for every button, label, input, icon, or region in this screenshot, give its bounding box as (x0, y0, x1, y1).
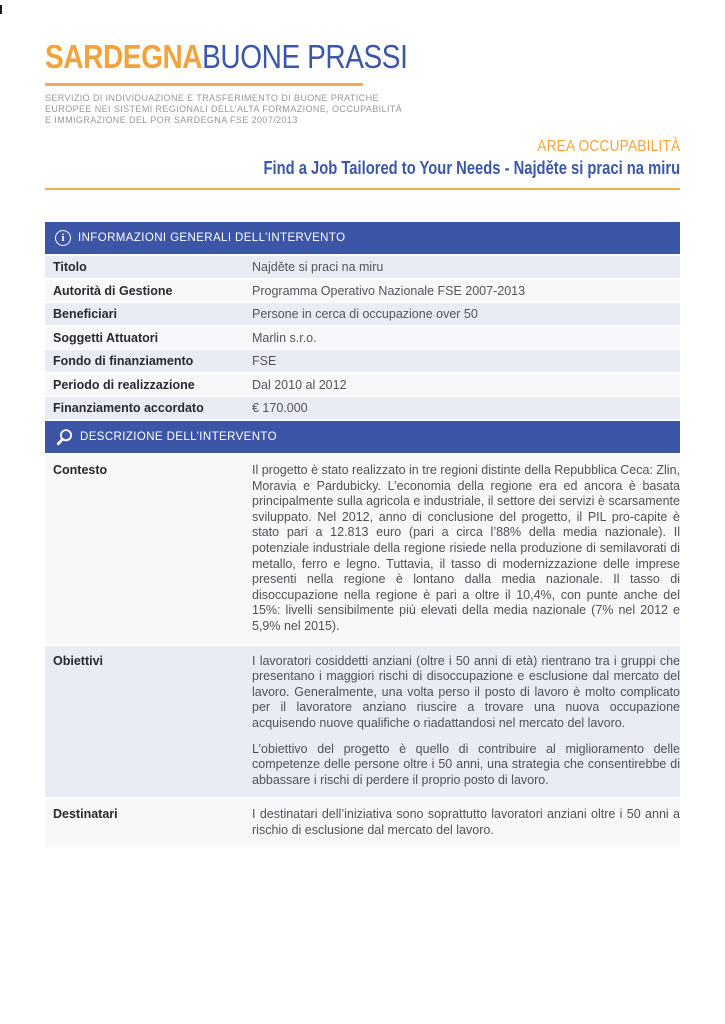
paragraph: L’obiettivo del progetto è quello di contribuire al miglioramento delle competenze delle persone oltre i 50 anni, una strategia che consentirebbe di abbassare i rischi di perdere il proprio posto di lavoro. (252, 741, 680, 787)
block-paragraphs (252, 654, 680, 789)
block-paragraphs (252, 463, 680, 635)
block-paragraphs (252, 807, 680, 838)
row-label: Periodo di realizzazione (53, 377, 195, 392)
block-label: Contesto (53, 463, 108, 477)
info-icon: i (55, 230, 71, 246)
paragraph: I destinatari dell’iniziativa sono soprattutto lavoratori anziani oltre i 50 anni a rischio di esclusione dal mercato del lavoro. (252, 807, 680, 837)
table-row (45, 280, 680, 302)
section-heading: INFORMAZIONI GENERALI DELL’INTERVENTO (78, 232, 346, 244)
page-title: Find a Job Tailored to Your Needs - Najděte si praci na miru (263, 158, 680, 178)
row-value: Najděte si praci na miru (252, 260, 384, 274)
table-row (45, 350, 680, 372)
section-header-descrizione (45, 421, 680, 453)
info-table (45, 256, 680, 419)
row-label: Beneficiari (53, 307, 117, 321)
paragraph: Il progetto è stato realizzato in tre regioni distinte della Repubblica Ceca: Zlin, Moravia e Pardubicky. L’economia della regione era ed ancora è basata principalmente sulla agricola e industriale, il settore dei servizi è scarsamente sviluppato. Nel 2012, anno di conclusione del progetto, il PIL pro-capite è stato pari a 12.813 euro (pari a circa l’88% della media nazionale). Il potenziale industriale della regione risiede nella produzione di semilavorati di metallo, ferro e legno. Tuttavia, il tasso di modernizzazione delle imprese presenti nella regione è lontano dalla media nazionale. Il tasso di disoccupazione nella regione è pari a oltre il 10,4%, con punte anche del 15%: livelli sensibilmente più elevati della media nazionale (7% nel 2012 e 5,9% nel 2015). (252, 463, 681, 633)
row-label: Finanziamento accordato (53, 401, 204, 415)
description-block-contesto (45, 455, 680, 644)
paragraph: I lavoratori cosiddetti anziani (oltre i 50 anni di età) rientrano tra i gruppi che presentano i maggiori rischi di disoccupazione e esclusione dal mercato del lavoro. Generalmente, una volta perso il posto di lavoro è molto complicato per il lavoratore anziano riuscire a trovare una nuova occupazione acquisendo nuove qualifiche o riadattandosi nel mercato del lavoro. (252, 653, 680, 730)
area-row (45, 138, 680, 155)
section-header-informazioni (45, 222, 680, 254)
block-label: Obiettivi (53, 653, 104, 668)
brand-logo (45, 40, 680, 81)
service-description-line: E IMMIGRAZIONE DEL POR SARDEGNA FSE 2007/2013 (45, 115, 298, 125)
row-value: € 170.000 (252, 401, 308, 415)
row-label: Autorità di Gestione (53, 283, 173, 298)
scan-artifact-mark (0, 5, 2, 14)
service-description-line: SERVIZIO DI INDIVIDUAZIONE E TRASFERIMENTO DI BUONE PRATICHE (45, 93, 379, 103)
row-value: FSE (252, 354, 277, 368)
row-value: Persone in cerca di occupazione over 50 (252, 307, 478, 321)
description-blocks (45, 455, 680, 847)
table-row (45, 256, 680, 278)
row-label: Titolo (53, 260, 87, 274)
description-block-destinatari (45, 799, 680, 847)
title-underline-rule (45, 188, 680, 190)
description-block-obiettivi (45, 646, 680, 798)
service-description-line: EUROPEE NEI SISTEMI REGIONALI DELL’ALTA FORMAZIONE, OCCUPABILITÀ (45, 104, 403, 114)
table-row (45, 397, 680, 419)
block-label: Destinatari (53, 807, 118, 822)
table-row (45, 327, 680, 349)
area-label: AREA OCCUPABILITÀ (536, 138, 680, 155)
table-row (45, 374, 680, 396)
logo-secondary-text: BUONE PRASSI (202, 38, 408, 75)
row-label: Soggetti Attuatori (53, 330, 159, 345)
logo-underline-rule (45, 83, 363, 86)
row-value: Dal 2010 al 2012 (252, 377, 347, 392)
row-label: Fondo di finanziamento (53, 354, 194, 368)
section-heading: DESCRIZIONE DELL’INTERVENTO (80, 431, 277, 443)
title-row (45, 158, 680, 180)
row-value: Marlin s.r.o. (252, 330, 317, 345)
logo-primary-text: SARDEGNA (45, 38, 203, 75)
row-value: Programma Operativo Nazionale FSE 2007-2013 (252, 283, 526, 298)
magnifier-icon (55, 428, 73, 446)
table-row (45, 303, 680, 325)
service-description (45, 93, 680, 126)
